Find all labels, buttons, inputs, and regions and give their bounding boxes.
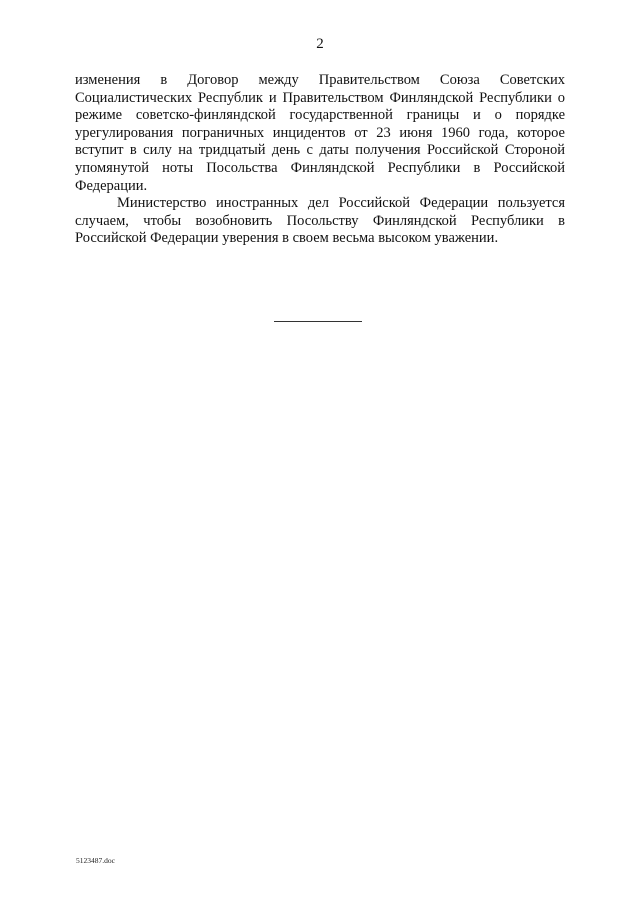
document-body <box>75 72 565 248</box>
paragraph-amendment-notice: изменения в Договор между Правительством Союза Советских Социалистических Республик и Правительством Финляндской Республики о режиме советско-финляндской государственной границы и о порядке урегулирования пограничных инцидентов от 23 июня 1960 года, которое вступит в силу на тридцатый день с даты получения Российской Стороной упомянутой ноты Посольства Финляндской Республики в Российской Федерации. <box>75 72 565 194</box>
end-separator-line <box>274 321 362 322</box>
document-file-code: 5123487.doc <box>76 856 115 865</box>
page-number: 2 <box>316 36 324 52</box>
paragraph-closing-courtesy: Министерство иностранных дел Российской Федерации пользуется случаем, чтобы возобновить Посольству Финляндской Республики в Российской Федерации уверения в своем весьма высоком уважении. <box>75 195 565 247</box>
